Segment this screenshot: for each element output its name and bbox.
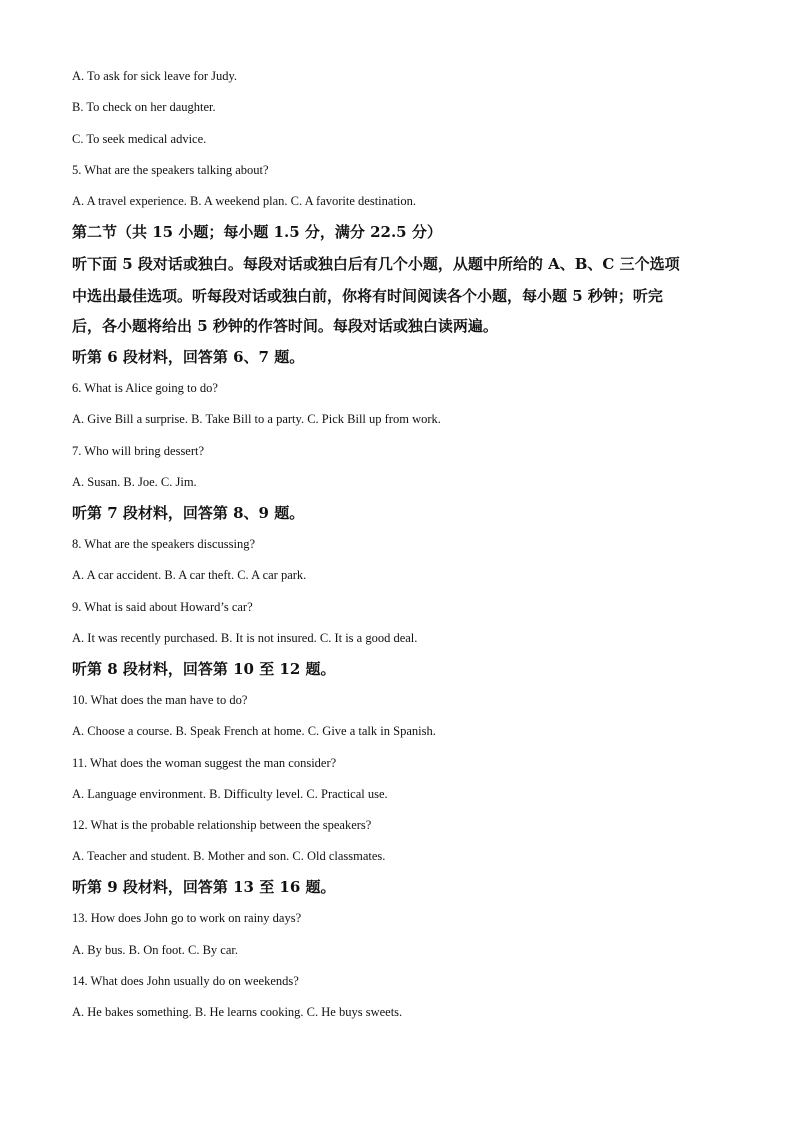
option-line: A. Give Bill a surprise. B. Take Bill to a party. C. Pick Bill up from work. — [72, 412, 441, 426]
option-line: A. Choose a course. B. Speak French at home. C. Give a talk in Spanish. — [72, 724, 436, 738]
question-line: 5. What are the speakers talking about? — [72, 163, 269, 177]
option-line: C. To seek medical advice. — [72, 132, 207, 146]
option-line: B. To check on her daughter. — [72, 100, 216, 114]
option-line: A. Susan. B. Joe. C. Jim. — [72, 475, 197, 489]
instruction-line: 后，各小题将给出 5 秒钟的作答时间。每段对话或独白读两遍。 — [72, 317, 498, 335]
question-line: 9. What is said about Howard’s car? — [72, 600, 253, 614]
option-line: A. It was recently purchased. B. It is not insured. C. It is a good deal. — [72, 631, 418, 645]
instruction-line: 中选出最佳选项。听每段对话或独白前，你将有时间阅读各个小题，每小题 5 秒钟；听完 — [72, 287, 663, 305]
material-heading: 听第 7 段材料，回答第 8、9 题。 — [72, 504, 305, 522]
question-line: 7. Who will bring dessert? — [72, 444, 205, 458]
instruction-line: 听下面 5 段对话或独白。每段对话或独白后有几个小题，从题中所给的 A、B、C 三个选项 — [72, 255, 680, 273]
option-line: A. Language environment. B. Difficulty level. C. Practical use. — [72, 787, 388, 801]
option-line: A. A travel experience. B. A weekend plan. C. A favorite destination. — [72, 194, 417, 208]
question-line: 10. What does the man have to do? — [72, 693, 248, 707]
option-line: A. Teacher and student. B. Mother and son. C. Old classmates. — [72, 849, 386, 863]
option-line: A. By bus. B. On foot. C. By car. — [72, 943, 238, 957]
question-line: 11. What does the woman suggest the man consider? — [72, 756, 337, 770]
question-line: 12. What is the probable relationship between the speakers? — [72, 818, 372, 832]
question-line: 14. What does John usually do on weekends? — [72, 974, 299, 988]
material-heading: 听第 8 段材料，回答第 10 至 12 题。 — [72, 660, 336, 678]
section-heading: 第二节（共 15 小题；每小题 1.5 分，满分 22.5 分） — [72, 223, 442, 241]
material-heading: 听第 9 段材料，回答第 13 至 16 题。 — [72, 878, 336, 896]
option-line: A. He bakes something. B. He learns cooking. C. He buys sweets. — [72, 1005, 403, 1019]
option-line: A. A car accident. B. A car theft. C. A car park. — [72, 568, 307, 582]
question-line: 6. What is Alice going to do? — [72, 381, 218, 395]
option-line: A. To ask for sick leave for Judy. — [72, 69, 238, 83]
question-line: 8. What are the speakers discussing? — [72, 537, 256, 551]
material-heading: 听第 6 段材料，回答第 6、7 题。 — [72, 348, 305, 366]
question-line: 13. How does John go to work on rainy days? — [72, 911, 302, 925]
